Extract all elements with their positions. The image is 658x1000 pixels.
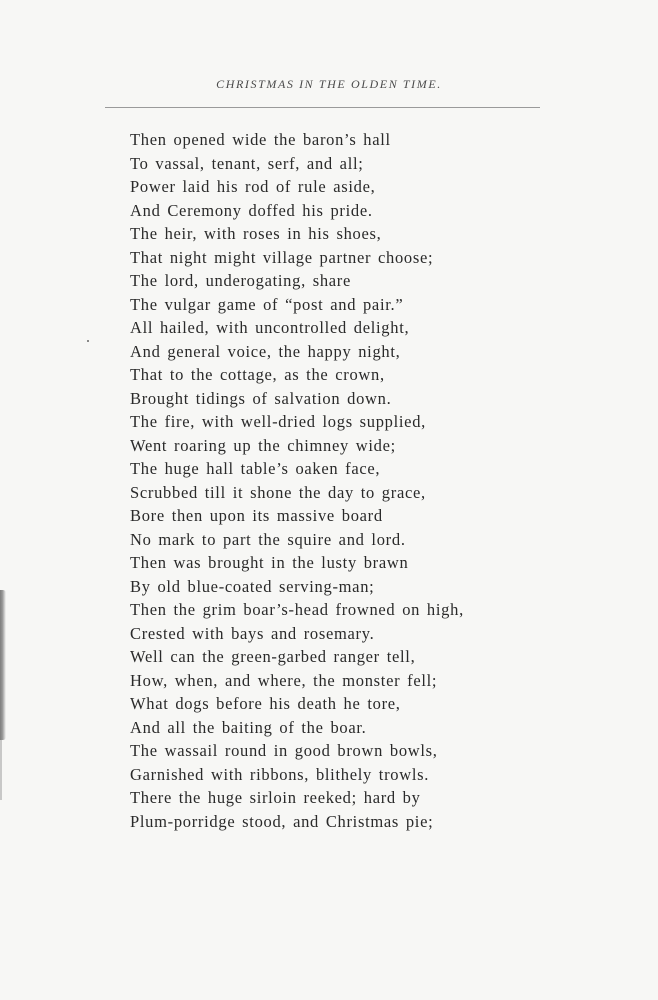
- poem-line: Plum-porridge stood, and Christmas pie;: [130, 811, 434, 831]
- page-edge-shadow-lower: [0, 740, 2, 800]
- poem-line: And all the baiting of the boar.: [130, 717, 367, 737]
- poem-line: The lord, underogating, share: [130, 271, 352, 290]
- poem-line: That to the cottage, as the crown,: [130, 365, 385, 384]
- poem-stanza: [130, 128, 630, 833]
- page-edge-shadow: [0, 590, 6, 740]
- poem-line: Bore then upon its massive board: [130, 506, 383, 525]
- poem-line: Then opened wide the baron’s hall: [130, 130, 391, 149]
- poem-line: How, when, and where, the monster fell;: [130, 670, 438, 690]
- poem-line: Brought tidings of salvation down.: [130, 388, 392, 408]
- poem-line: What dogs before his death he tore,: [130, 694, 401, 713]
- poem-line: Crested with bays and rosemary.: [130, 623, 375, 643]
- poem-line: The huge hall table’s oaken face,: [130, 459, 381, 478]
- poem-line: The fire, with well-dried logs supplied,: [130, 412, 426, 431]
- poem-line: The vulgar game of “post and pair.”: [130, 294, 404, 314]
- poem-line: And general voice, the happy night,: [130, 341, 401, 361]
- poem-line: And Ceremony doffed his pride.: [130, 200, 373, 220]
- poem-line: The heir, with roses in his shoes,: [130, 224, 382, 243]
- poem-line: No mark to part the squire and lord.: [130, 529, 406, 549]
- poem-line: To vassal, tenant, serf, and all;: [130, 153, 364, 173]
- header-rule: [105, 107, 540, 108]
- poem-line: Then was brought in the lusty brawn: [130, 553, 409, 572]
- poem-line: Went roaring up the chimney wide;: [130, 435, 396, 455]
- poem-line: All hailed, with uncontrolled delight,: [130, 318, 410, 337]
- poem-line: Garnished with ribbons, blithely trowls.: [130, 764, 430, 784]
- poem-line: By old blue-coated serving-man;: [130, 576, 375, 596]
- poem-line: Then the grim boar’s-head frowned on high,: [130, 600, 464, 619]
- poem-line: Well can the green-garbed ranger tell,: [130, 647, 416, 666]
- poem-line: There the huge sirloin reeked; hard by: [130, 788, 421, 807]
- poem-line: Scrubbed till it shone the day to grace,: [130, 482, 426, 502]
- poem-line: The wassail round in good brown bowls,: [130, 741, 438, 760]
- running-head: CHRISTMAS IN THE OLDEN TIME.: [216, 77, 442, 91]
- margin-mark: [87, 340, 89, 342]
- poem-line: Power laid his rod of rule aside,: [130, 177, 376, 196]
- poem-line: That night might village partner choose;: [130, 247, 434, 267]
